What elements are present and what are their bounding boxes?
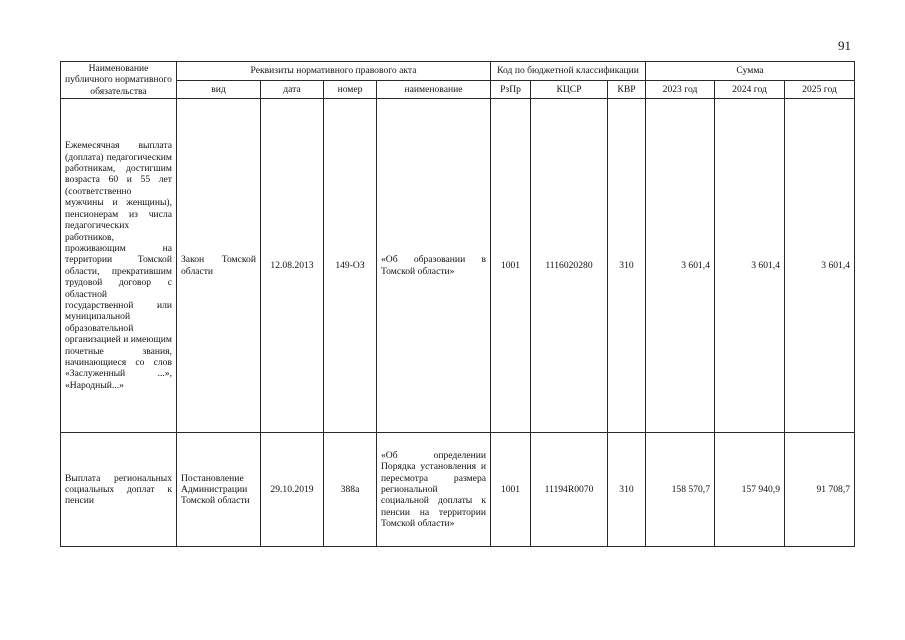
page-number: 91 [838,38,851,53]
act-type-cell: Закон Томской области [177,99,261,433]
header-act-type: вид [177,80,261,99]
act-date-cell: 12.08.2013 [261,99,324,433]
kvr-cell: 310 [608,433,646,547]
obligation-cell: Выплата региональных социальных доплат к пенсии [61,433,177,547]
sum-2023-cell: 3 601,4 [646,99,715,433]
header-act-number: номер [324,80,377,99]
sum-2025-cell: 91 708,7 [785,433,855,547]
sum-2024-cell: 157 940,9 [715,433,785,547]
obligations-table [60,61,855,547]
header-act-date: дата [261,80,324,99]
sum-2025-cell: 3 601,4 [785,99,855,433]
table-row [61,99,855,433]
header-kvr: КВР [608,80,646,99]
rzpr-cell: 1001 [491,99,531,433]
header-rzpr: РзПр [491,80,531,99]
rzpr-cell: 1001 [491,433,531,547]
act-number-cell: 388а [324,433,377,547]
act-number-cell: 149-ОЗ [324,99,377,433]
kcsr-cell: 11194R0070 [531,433,608,547]
header-act-name: наименование [377,80,491,99]
header-2024: 2024 год [715,80,785,99]
header-2023: 2023 год [646,80,715,99]
sum-2024-cell: 3 601,4 [715,99,785,433]
header-obligation: Наименование публичного нормативного обязательства [61,62,177,99]
header-kbk-group: Код по бюджетной классификации [491,62,646,81]
sum-2023-cell: 158 570,7 [646,433,715,547]
act-date-cell: 29.10.2019 [261,433,324,547]
act-type-cell: Постановление Администрации Томской области [177,433,261,547]
kcsr-cell: 1116020280 [531,99,608,433]
act-name-cell: «Об определении Порядка установления и пересмотра размера региональной социальной доплаты к пенсии на территории Томской области» [377,433,491,547]
header-row-2 [61,80,855,99]
header-2025: 2025 год [785,80,855,99]
header-act-group: Реквизиты нормативного правового акта [177,62,491,81]
kvr-cell: 310 [608,99,646,433]
obligation-cell: Ежемесячная выплата (доплата) педагогическим работникам, достигшим возраста 60 и 55 лет (соответственно мужчины и женщины), пенсионерам из числа педагогических работников, проживающим на территории Томской области, прекратившим трудовой договор с областной государственной или муниципальной образовательной организацией и имеющим почетные звания, начинающиеся со слов «Заслуженный ...», «Народный...» [61,99,177,433]
header-sum-group: Сумма [646,62,855,81]
header-kcsr: КЦСР [531,80,608,99]
header-row-1 [61,62,855,81]
act-name-cell: «Об образовании в Томской области» [377,99,491,433]
table-row [61,433,855,547]
